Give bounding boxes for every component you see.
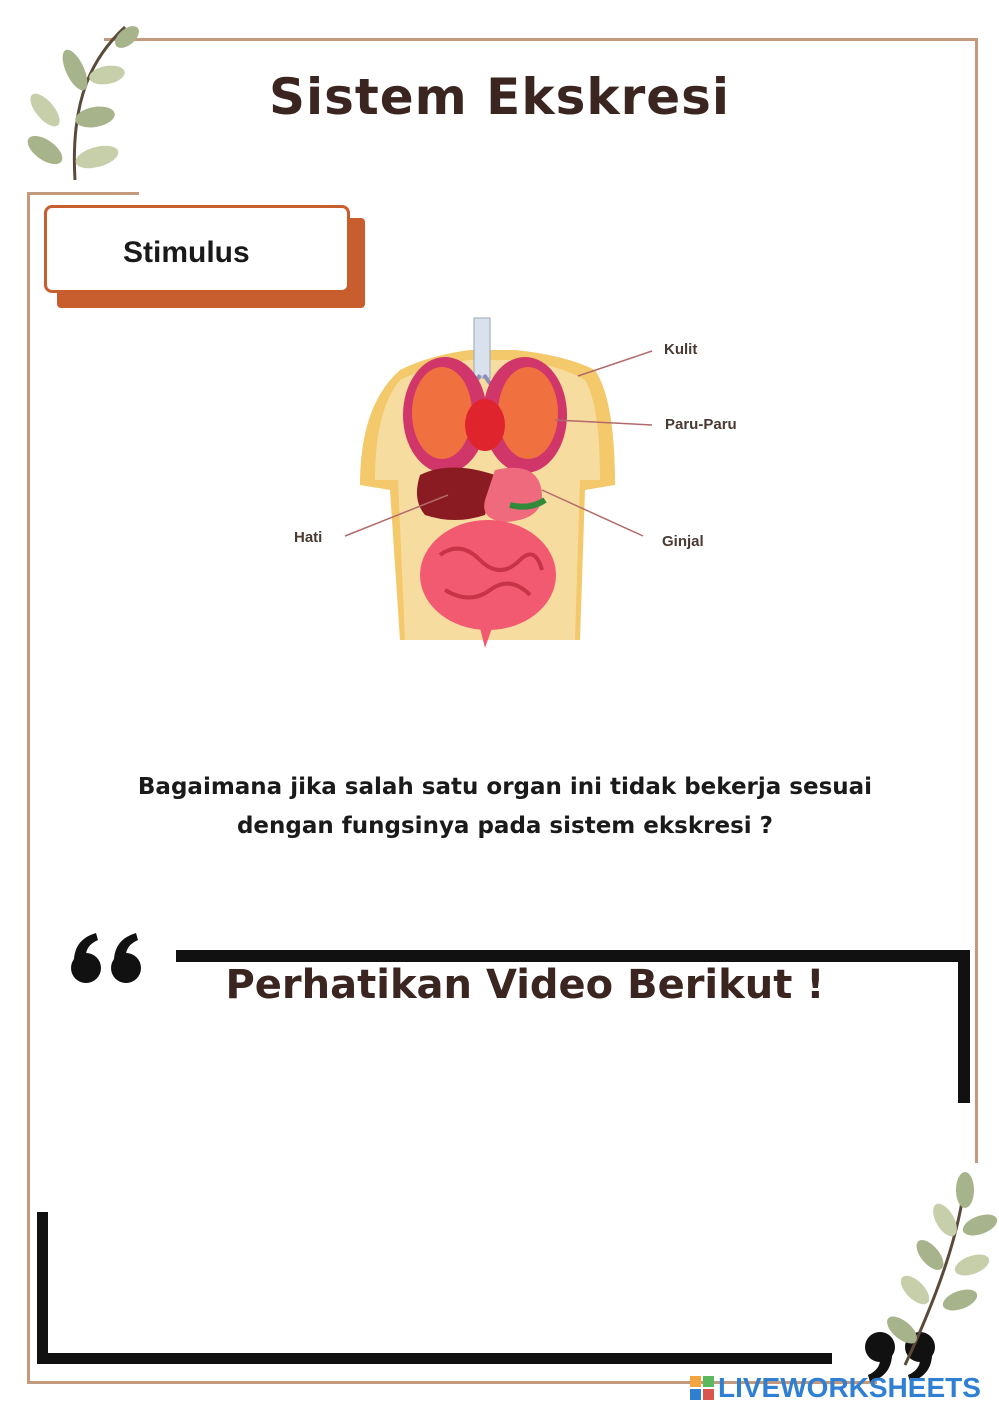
stimulus-tab: [44, 205, 350, 293]
liveworksheets-logo-icon: [690, 1376, 714, 1400]
frame-corner-top: [27, 192, 139, 195]
excretory-organs-figure: [280, 310, 760, 655]
liveworksheets-watermark: LIVEWORKSHEETS: [718, 1372, 981, 1403]
quote-bar-right: [958, 950, 970, 1103]
quote-bar-top: [176, 950, 970, 962]
quote-bar-bottom: [37, 1353, 832, 1364]
page-title: Sistem Ekskresi: [268, 68, 731, 126]
video-heading: Perhatikan Video Berikut !: [225, 962, 825, 1008]
leaf-branch-bottom-right: [880, 1170, 999, 1370]
label-ginjal: Ginjal: [662, 533, 704, 550]
open-quote-icon: [68, 930, 148, 985]
quote-bar-left: [37, 1212, 48, 1364]
label-hati: Hati: [294, 529, 323, 546]
frame-left: [27, 192, 30, 1384]
stimulus-label: Stimulus: [123, 236, 250, 269]
frame-right: [975, 38, 978, 1163]
question-line-2: dengan fungsinya pada sistem ekskresi ?: [236, 813, 774, 839]
frame-top: [104, 38, 978, 41]
label-kulit: Kulit: [664, 341, 698, 358]
stimulus-question: [100, 768, 910, 846]
label-paru-paru: Paru-Paru: [665, 416, 737, 433]
question-line-1: Bagaimana jika salah satu organ ini tidak bekerja sesuai: [137, 774, 873, 800]
